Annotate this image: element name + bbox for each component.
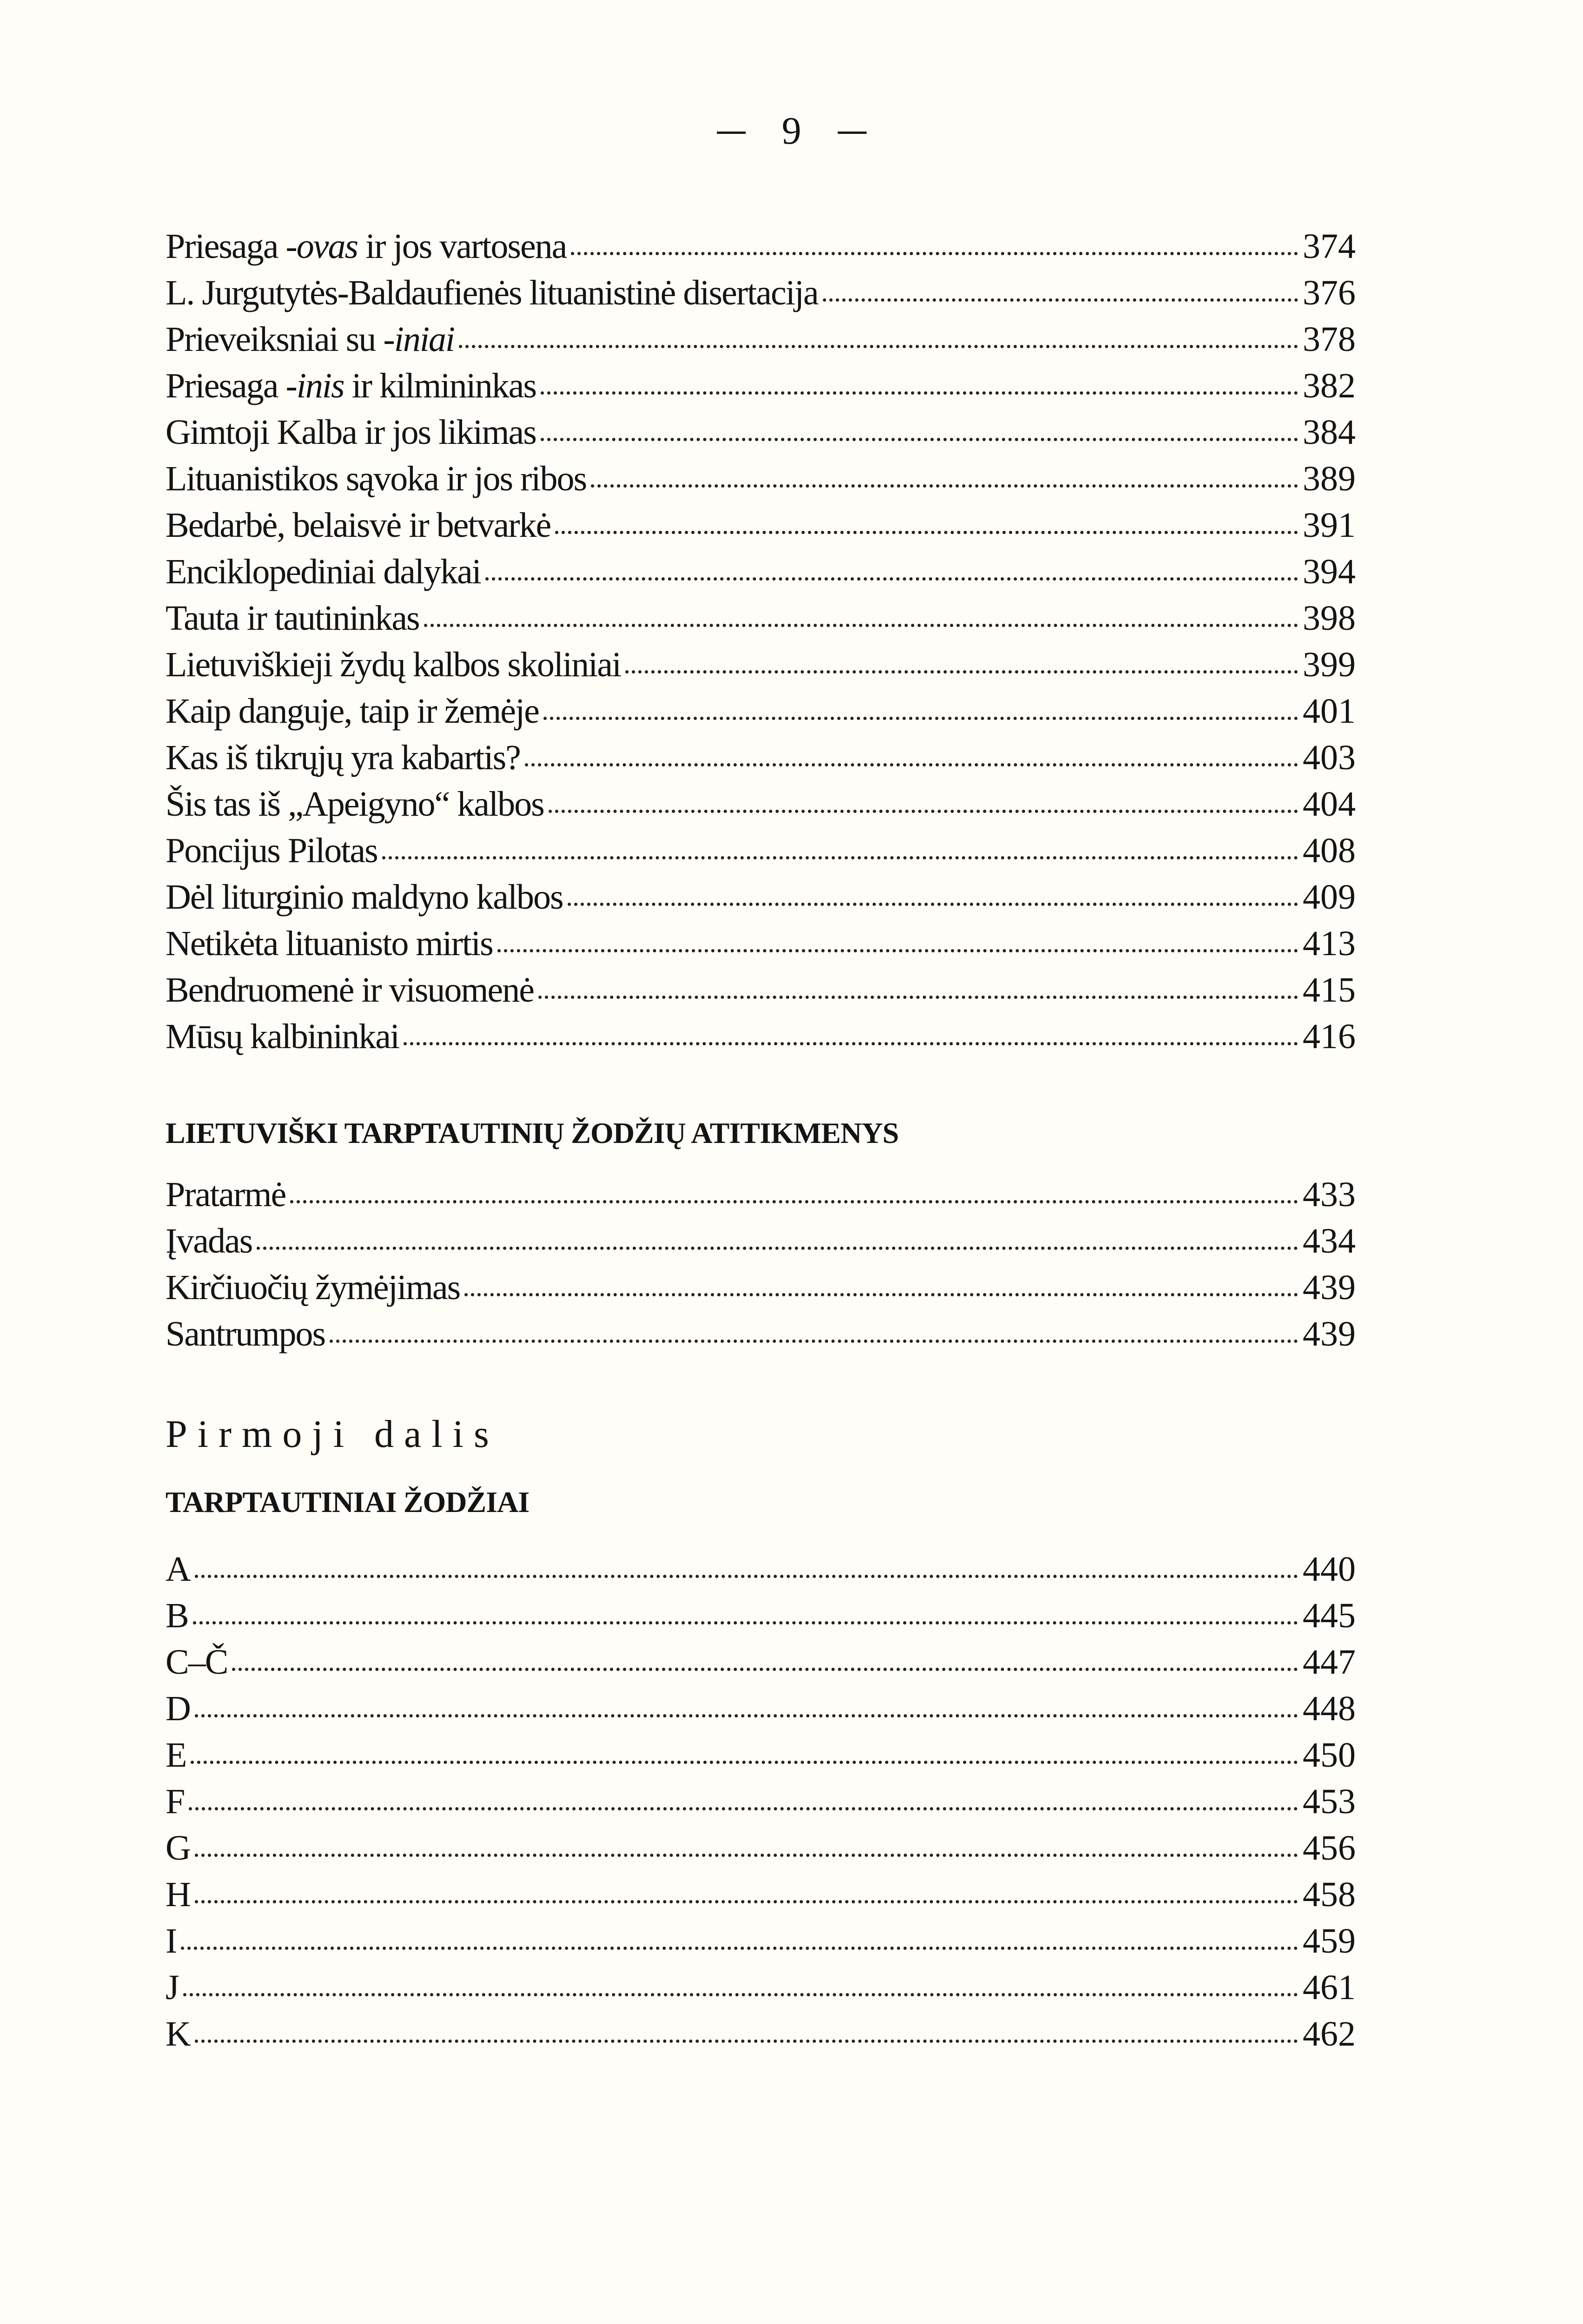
toc-entry-title: Priesaga -ovas ir jos vartosena [166, 227, 567, 266]
toc-entry-title: Įvadas [166, 1221, 252, 1261]
toc-entry[interactable] [166, 502, 1356, 548]
dot-leader [257, 1247, 1298, 1250]
toc-entry[interactable] [166, 1825, 1356, 1871]
toc-entry[interactable] [166, 548, 1356, 595]
toc-entry-title: Santrumpos [166, 1314, 325, 1353]
toc-entry-title: J [166, 1968, 179, 2007]
toc-entry-page: 391 [1303, 506, 1356, 545]
equivalents-list [166, 1171, 1356, 1357]
dot-leader [382, 856, 1298, 859]
toc-entry-page: 447 [1303, 1643, 1356, 1682]
toc-entry-title: Prieveiksniai su -iniai [166, 320, 455, 359]
toc-entry-title: Bedarbė, belaisvė ir betvarkė [166, 506, 551, 545]
toc-entry-title: Pratarmė [166, 1175, 286, 1214]
toc-entry[interactable] [166, 1311, 1356, 1357]
toc-entry-page: 415 [1303, 971, 1356, 1010]
page-number-right-dash [838, 132, 867, 134]
toc-entry-page: 403 [1303, 738, 1356, 777]
toc-entry[interactable] [166, 1918, 1356, 1964]
toc-entry-page: 398 [1303, 599, 1356, 638]
dot-leader [625, 670, 1298, 673]
toc-entry-title: C–Č [166, 1643, 228, 1682]
toc-entry-page: 399 [1303, 645, 1356, 684]
dot-leader [183, 1993, 1298, 1996]
dot-leader [195, 1714, 1298, 1717]
toc-entry-page: 440 [1303, 1550, 1356, 1589]
toc-entry-title: Kas iš tikrųjų yra kabartis? [166, 738, 520, 777]
toc-entry-page: 374 [1303, 227, 1356, 266]
dot-leader [543, 717, 1298, 720]
dot-leader [189, 1807, 1298, 1810]
dot-leader [195, 1854, 1298, 1857]
toc-entry-page: 376 [1303, 273, 1356, 312]
dot-leader [541, 438, 1298, 441]
dot-leader [330, 1340, 1298, 1343]
toc-entry-page: 416 [1303, 1017, 1356, 1056]
toc-entry[interactable] [166, 1639, 1356, 1685]
toc-entry[interactable] [166, 595, 1356, 641]
page-number [0, 108, 1583, 154]
toc-entry[interactable] [166, 1964, 1356, 2011]
toc-entry-title: Lietuviškieji žydų kalbos skoliniai [166, 645, 621, 684]
toc-entry-title: Kaip danguje, taip ir žemėje [166, 692, 539, 731]
dot-leader [485, 577, 1298, 581]
article-list [166, 223, 1356, 1060]
toc-entry-page: 384 [1303, 413, 1356, 452]
toc-entry[interactable] [166, 1013, 1356, 1060]
toc-entry-title: Lituanistikos sąvoka ir jos ribos [166, 459, 587, 498]
toc-entry-title: K [166, 2014, 190, 2053]
toc-entry-page: 445 [1303, 1596, 1356, 1635]
toc-entry[interactable] [166, 223, 1356, 270]
toc-entry-title: Bendruomenė ir visuomenė [166, 971, 534, 1010]
toc-entry-page: 439 [1303, 1268, 1356, 1307]
toc-entry[interactable] [166, 1546, 1356, 1592]
toc-entry[interactable] [166, 641, 1356, 688]
toc-entry-title: E [166, 1736, 186, 1775]
toc-entry-title: L. Jurgutytės-Baldaufienės lituanistinė disertacija [166, 273, 818, 312]
dot-leader [191, 1761, 1298, 1764]
dot-leader [181, 1947, 1298, 1950]
toc-entry[interactable] [166, 920, 1356, 967]
subsection-heading: TARPTAUTINIAI ŽODŽIAI [166, 1486, 530, 1519]
toc-entry-page: 382 [1303, 366, 1356, 405]
toc-entry-title: A [166, 1550, 190, 1589]
toc-entry-title: F [166, 1782, 185, 1821]
toc-entry-page: 458 [1303, 1875, 1356, 1914]
toc-entry[interactable] [166, 827, 1356, 874]
dot-leader [497, 949, 1298, 952]
dot-leader [538, 996, 1298, 999]
toc-entry-title: G [166, 1829, 190, 1868]
toc-entry[interactable] [166, 1264, 1356, 1311]
dot-leader [424, 624, 1298, 627]
toc-entry[interactable] [166, 1218, 1356, 1264]
toc-entry[interactable] [166, 1171, 1356, 1218]
toc-entry[interactable] [166, 688, 1356, 734]
dot-leader [549, 810, 1298, 813]
toc-entry-page: 462 [1303, 2014, 1356, 2053]
toc-entry-title: Mūsų kalbininkai [166, 1017, 399, 1056]
dot-leader [571, 252, 1298, 255]
toc-entry-page: 401 [1303, 692, 1356, 731]
page-number-value: 9 [782, 109, 801, 152]
toc-entry-title: H [166, 1875, 190, 1914]
dot-leader [459, 345, 1298, 348]
page-number-left-dash [717, 132, 746, 134]
toc-entry-title: Netikėta lituanisto mirtis [166, 924, 493, 963]
dot-leader [525, 763, 1298, 766]
toc-entry[interactable] [166, 270, 1356, 316]
toc-entry-title: Šis tas iš „Apeigyno“ kalbos [166, 785, 544, 824]
table-of-contents [166, 223, 1356, 2057]
toc-entry-title: D [166, 1689, 190, 1728]
toc-entry-page: 439 [1303, 1314, 1356, 1353]
toc-entry-title: Kirčiuočių žymėjimas [166, 1268, 460, 1307]
dot-leader [555, 531, 1298, 534]
toc-entry-title: I [166, 1921, 177, 1961]
toc-entry-page: 461 [1303, 1968, 1356, 2007]
toc-entry[interactable] [166, 2011, 1356, 2057]
dot-leader [823, 298, 1298, 302]
toc-entry[interactable] [166, 456, 1356, 502]
toc-entry-title: B [166, 1596, 188, 1635]
dot-leader [541, 391, 1298, 395]
toc-entry-page: 404 [1303, 785, 1356, 824]
toc-entry-title: Priesaga -inis ir kilmininkas [166, 366, 536, 405]
toc-entry[interactable] [166, 874, 1356, 920]
dot-leader [290, 1200, 1298, 1203]
toc-entry-title: Tauta ir tautininkas [166, 599, 419, 638]
toc-entry-page: 456 [1303, 1829, 1356, 1868]
toc-entry[interactable] [166, 1871, 1356, 1918]
toc-entry-page: 413 [1303, 924, 1356, 963]
dot-leader [193, 1621, 1298, 1624]
toc-entry[interactable] [166, 1778, 1356, 1825]
toc-entry[interactable] [166, 1732, 1356, 1778]
toc-entry[interactable] [166, 781, 1356, 827]
toc-entry-page: 389 [1303, 459, 1356, 498]
toc-entry-page: 459 [1303, 1921, 1356, 1961]
toc-entry-page: 409 [1303, 878, 1356, 917]
toc-entry-page: 434 [1303, 1221, 1356, 1261]
dot-leader [232, 1668, 1298, 1671]
toc-entry-title: Enciklopediniai dalykai [166, 552, 481, 591]
dot-leader [404, 1042, 1298, 1045]
toc-entry-page: 453 [1303, 1782, 1356, 1821]
toc-entry-page: 450 [1303, 1736, 1356, 1775]
toc-entry[interactable] [166, 967, 1356, 1013]
toc-entry[interactable] [166, 734, 1356, 781]
section-heading: LIETUVIŠKI TARPTAUTINIŲ ŽODŽIŲ ATITIKMENYS [166, 1116, 899, 1149]
dot-leader [464, 1293, 1298, 1296]
letter-list [166, 1546, 1356, 2057]
dot-leader [195, 2040, 1298, 2043]
toc-entry-title: Poncijus Pilotas [166, 831, 378, 870]
toc-entry[interactable] [166, 409, 1356, 456]
toc-entry[interactable] [166, 1685, 1356, 1732]
toc-entry-page: 408 [1303, 831, 1356, 870]
toc-entry-page: 448 [1303, 1689, 1356, 1728]
dot-leader [195, 1575, 1298, 1578]
toc-entry[interactable] [166, 363, 1356, 409]
toc-entry-title: Dėl liturginio maldyno kalbos [166, 878, 563, 917]
dot-leader [195, 1900, 1298, 1903]
toc-entry-page: 394 [1303, 552, 1356, 591]
toc-entry-title: Gimtoji Kalba ir jos likimas [166, 413, 536, 452]
toc-entry-page: 433 [1303, 1175, 1356, 1214]
toc-entry[interactable] [166, 1592, 1356, 1639]
toc-entry[interactable] [166, 316, 1356, 363]
part-title: Pirmoji dalis [166, 1413, 499, 1456]
toc-entry-page: 378 [1303, 320, 1356, 359]
dot-leader [591, 484, 1298, 488]
dot-leader [568, 903, 1298, 906]
